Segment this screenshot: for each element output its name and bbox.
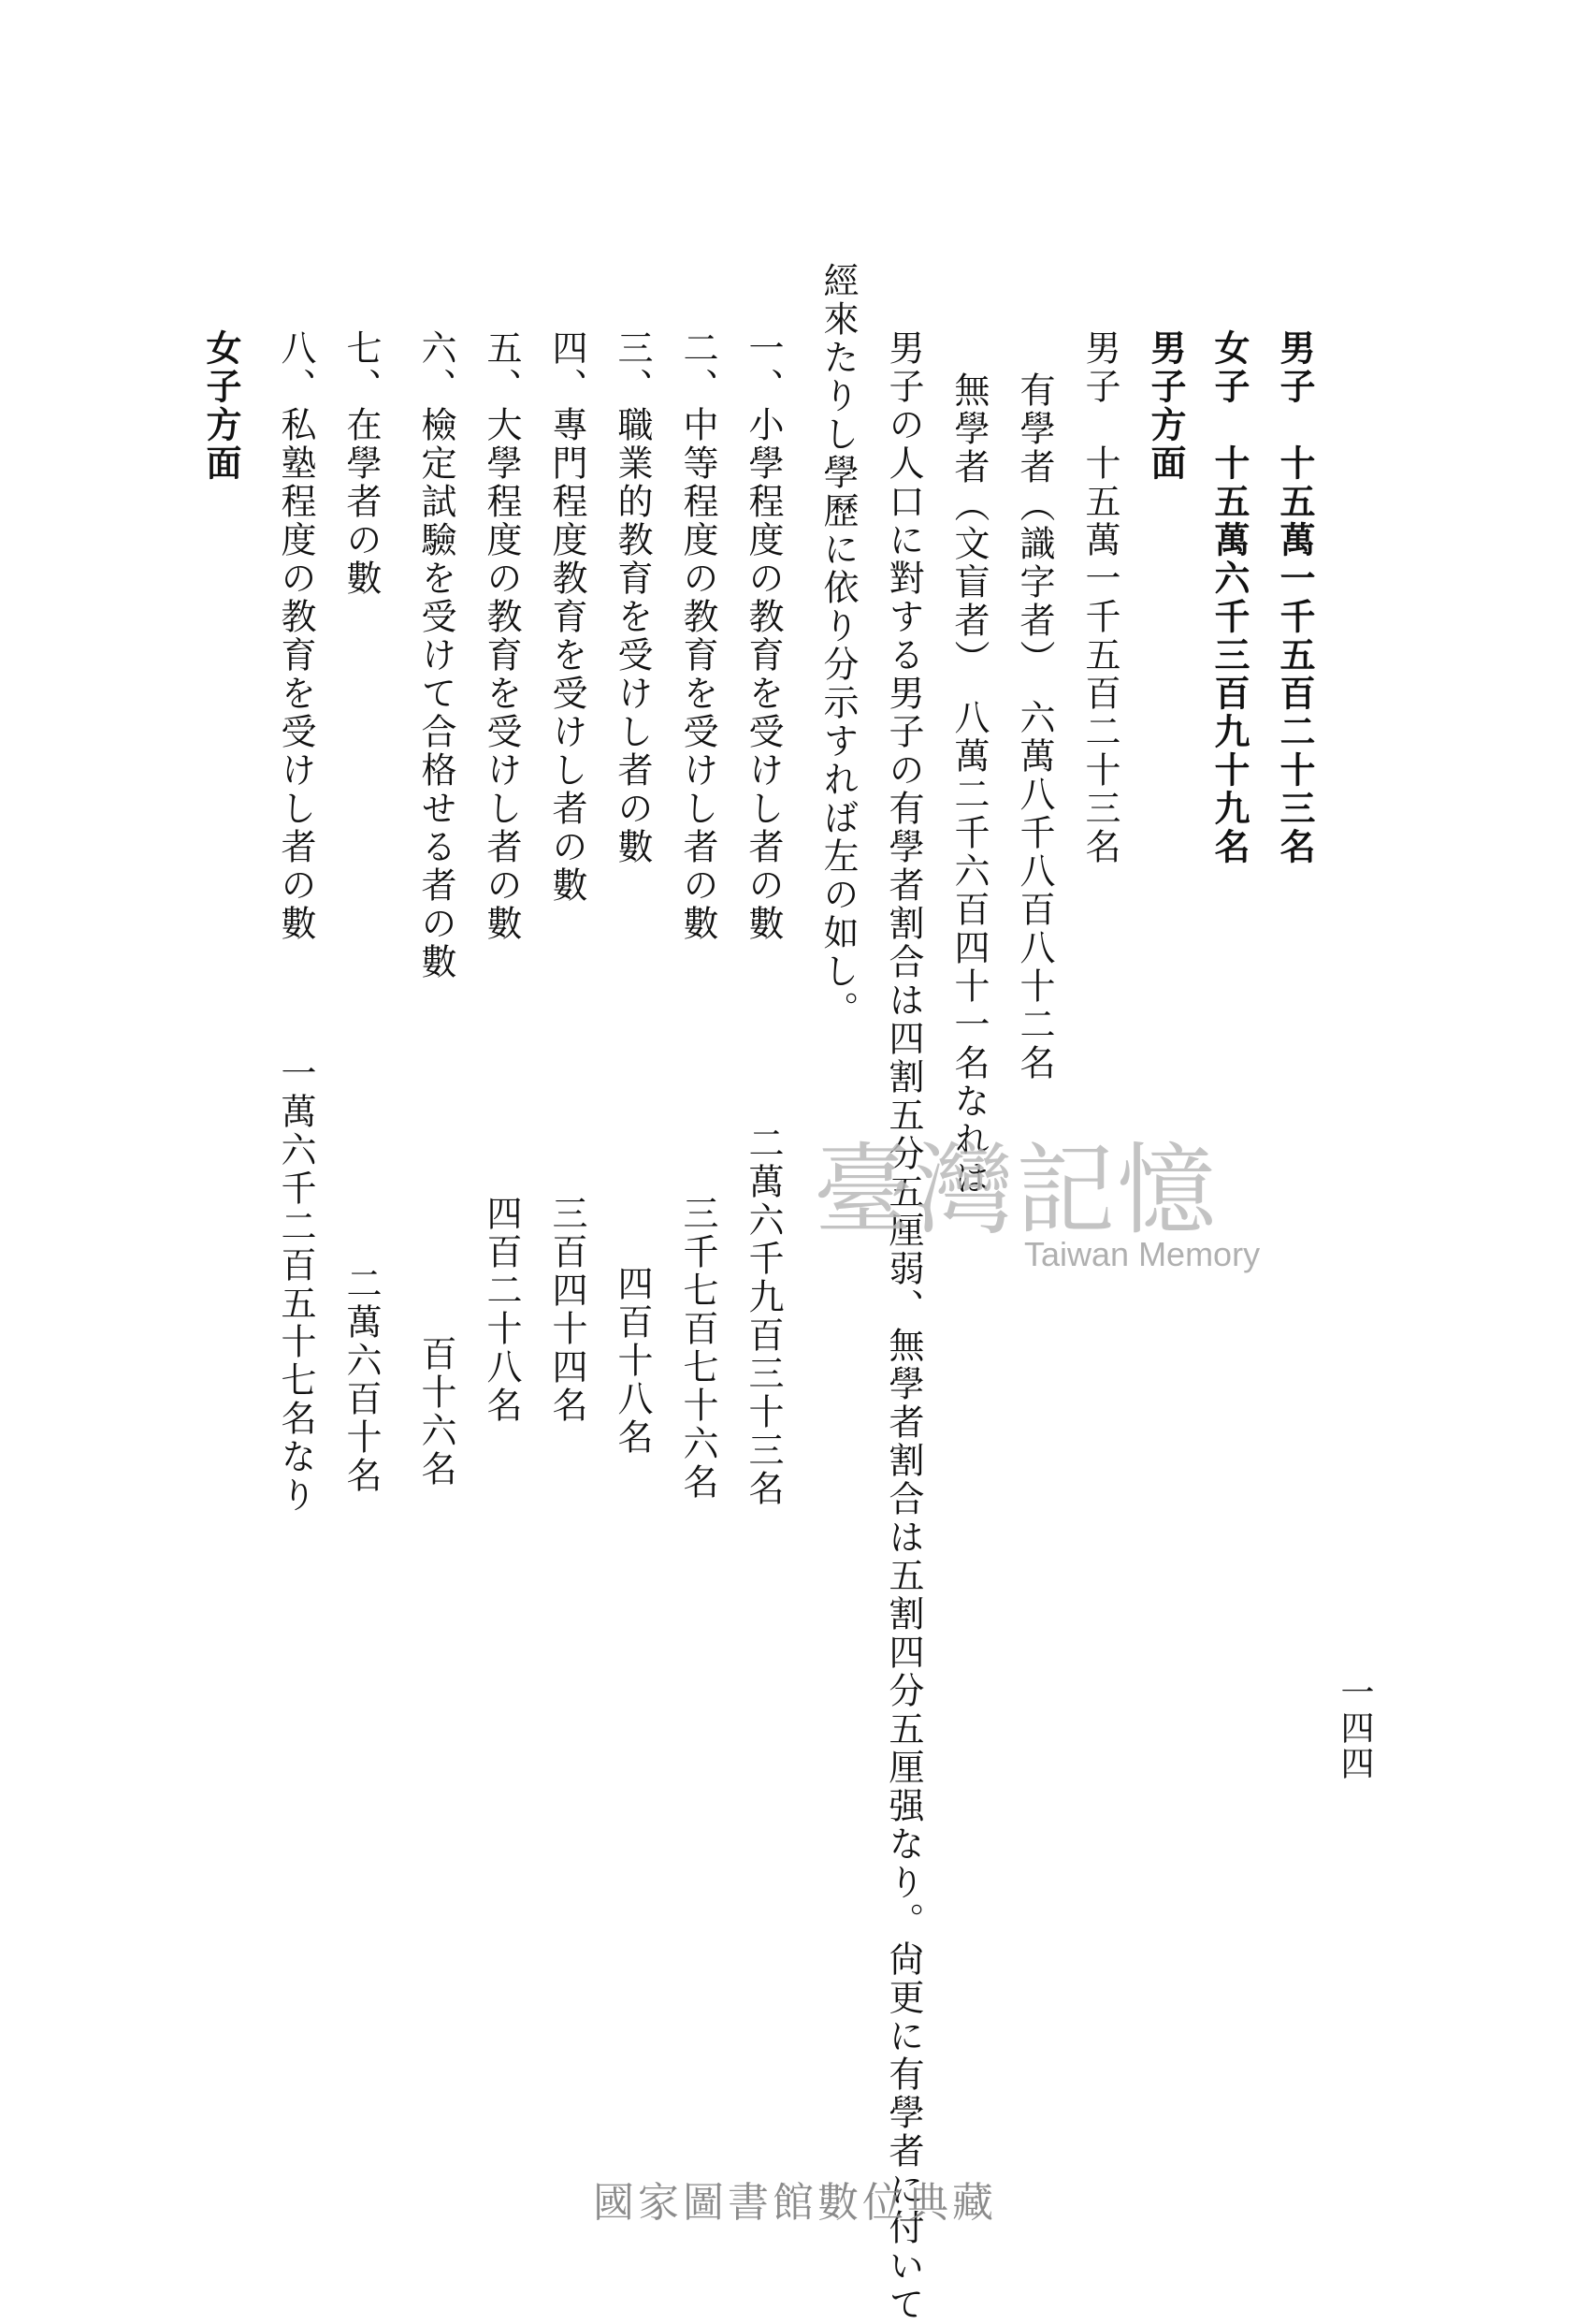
text-line-male-total: 男子 十五萬一千五百二十三名	[1274, 329, 1316, 866]
text-line-literate: 有學者（識字者） 六萬八千八百八十二名	[1014, 371, 1055, 1082]
text-line-female-total: 女子 十五萬六千三百九十九名	[1208, 329, 1250, 866]
list-item-label: 四、專門程度教育を受けし者の數	[546, 329, 587, 905]
list-item-label: 五、大學程度の教育を受けし者の數	[481, 329, 522, 943]
list-item-label: 三、職業的教育を受けし者の數	[612, 329, 653, 866]
list-item-label: 八、私塾程度の教育を受けし者の數	[275, 329, 316, 943]
page-number: 一四四	[1336, 1675, 1374, 1781]
list-item-label: 二、中等程度の教育を受けし者の數	[677, 329, 718, 943]
text-line-male-count: 男子 十五萬一千五百二十三名	[1079, 329, 1120, 866]
list-item-value: 三百四十四名	[546, 1195, 587, 1425]
section-heading-male: 男子方面	[1145, 329, 1187, 483]
list-item-label: 六、檢定試驗を受けて合格せる者の數	[415, 329, 456, 981]
text-line-ratio: 男子の人口に對する男子の有學者割合は四割五分五厘弱、無學者割合は五割四分五厘强なり。尙更に有學者に付いて	[883, 329, 924, 2324]
list-item-value: 四百二十八名	[481, 1195, 522, 1425]
list-item-value: 百十六名	[415, 1335, 456, 1489]
footer-credit: 國家圖書館數位典藏	[593, 2179, 997, 2227]
list-item-label: 七、在學者の數	[340, 329, 382, 598]
list-item-label: 一、小學程度の教育を受けし者の數	[743, 329, 784, 943]
list-item-value: 四百十八名	[612, 1265, 653, 1457]
text-line-breakdown-intro: 經來たりし學歷に依り分示すれば左の如し。	[817, 262, 859, 1029]
list-item-value: 二萬六千九百三十三名	[743, 1125, 784, 1508]
list-item-value: 三千七百七十六名	[677, 1195, 718, 1502]
list-item-value: 二萬六百十名	[340, 1265, 382, 1495]
watermark-logo: 臺灣記憶	[814, 1133, 1218, 1248]
section-heading-female: 女子方面	[200, 329, 242, 483]
text-line-illiterate: 無學者（文盲者） 八萬二千六百四十一名なれは	[948, 371, 990, 1198]
watermark-caption: Taiwan Memory	[1024, 1235, 1261, 1273]
list-item-value: 一萬六千二百五十七名なり	[275, 1054, 316, 1515]
